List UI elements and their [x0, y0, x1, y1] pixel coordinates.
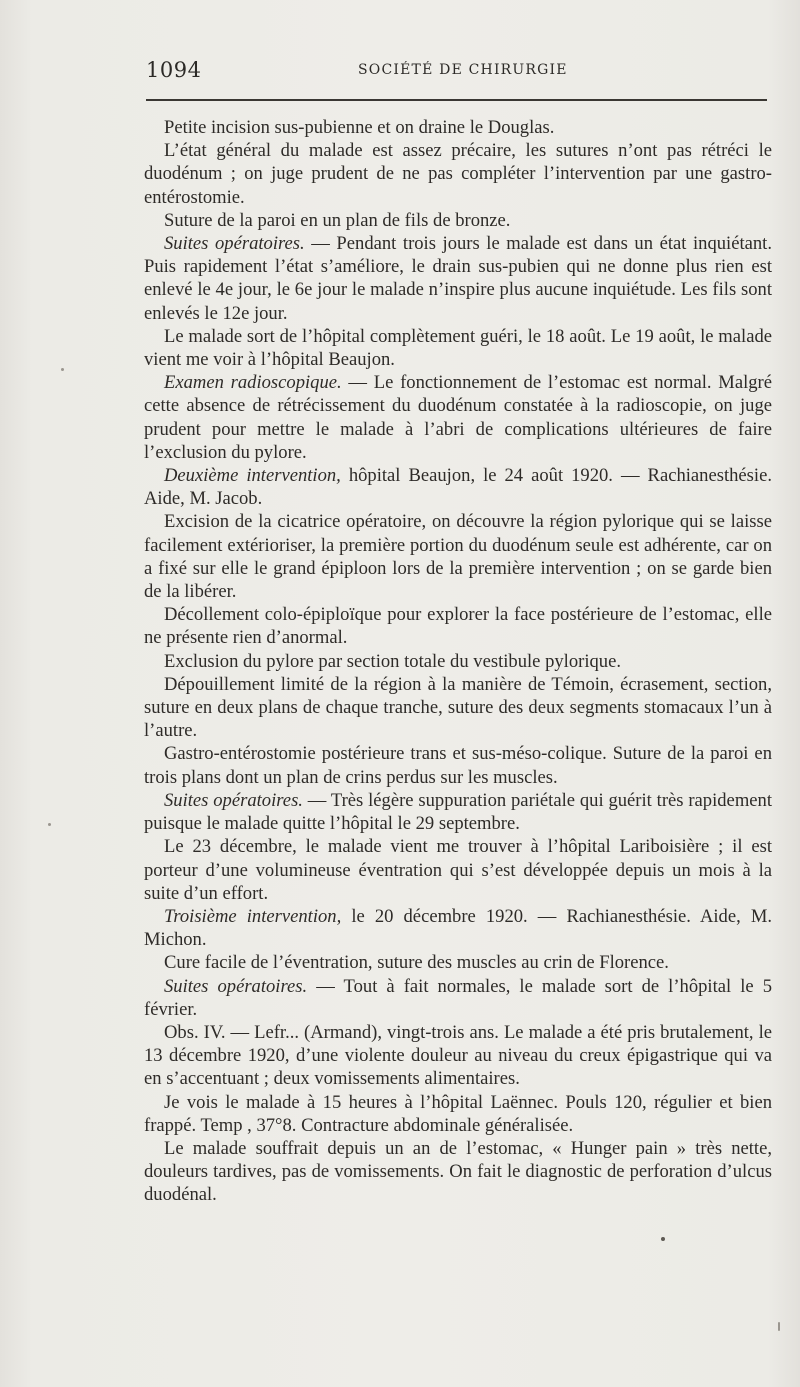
paragraph: [144, 116, 772, 139]
paragraph-text: Le malade sort de l’hôpital complètement guéri, le 18 août. Le 19 août, le malade vient me voir à l’hôpital Beaujon.: [144, 325, 772, 371]
paragraph: [144, 951, 772, 974]
paragraph: [144, 232, 772, 325]
paragraph: [144, 1091, 772, 1137]
paragraph: [144, 209, 772, 232]
paragraph: [144, 325, 772, 371]
paragraph-text: — Le fonctionnement de l’estomac est normal. Malgré cette absence de rétrécissement du duodénum constatée à la radioscopie, on juge prudent pour mettre le malade à l’abri de complications ultérieures de faire l’exclusion du pylore.: [144, 372, 772, 463]
paragraph-text: — Très légère suppuration pariétale qui guérit très rapidement puisque le malade quitte l’hôpital le 29 septembre.: [144, 789, 772, 835]
paragraph-text: Le malade souffrait depuis un an de l’estomac, « Hunger pain » très nette, douleurs tardives, pas de vomissements. On fait le diagnostic de perforation d’ulcus duodénal.: [144, 1137, 772, 1206]
paragraph-text: — Tout à fait normales, le malade sort de l’hôpital le 5 février.: [144, 975, 772, 1020]
paper-speck: [778, 1322, 780, 1331]
paragraph: [144, 673, 772, 743]
paragraph: [144, 1021, 772, 1091]
paragraph: [144, 742, 772, 788]
paragraph-text: Décollement colo-épiploïque pour explorer la face postérieure de l’estomac, elle ne présente rien d’anormal.: [144, 604, 772, 649]
paragraph: [144, 464, 772, 510]
paragraph-text: Excision de la cicatrice opératoire, on découvre la région pylorique qui se laisse facilement extérioriser, la première portion du duodénum seule est adhérente, car on a fixé sur elle le grand épiploon lors de la première intervention ; on se garde bien de la libérer.: [144, 511, 772, 603]
paragraph-text: Je vois le malade à 15 heures à l’hôpital Laënnec. Pouls 120, régulier et bien frappé. Temp , 37°8. Contracture abdominale généralisée.: [144, 1091, 772, 1136]
page-header: [146, 58, 766, 84]
paragraph: [144, 603, 772, 649]
paragraph-text: le 20 décembre 1920. — Rachianesthésie. Aide, M. Michon.: [144, 905, 772, 951]
paragraph-lead: Deuxième intervention,: [164, 465, 341, 487]
paragraph-lead: Suites opératoires.: [164, 789, 303, 811]
paragraph-text: hôpital Beaujon, le 24 août 1920. — Rachianesthésie. Aide, M. Jacob.: [144, 465, 772, 510]
paragraph-text: Gastro-entérostomie postérieure trans et sus-méso-colique. Suture de la paroi en trois plans dont un plan de crins perdus sur les muscles.: [144, 743, 772, 788]
paper-speck: [61, 368, 64, 371]
paragraph: [144, 975, 772, 1021]
header-rule: [146, 99, 767, 101]
body-text: [144, 116, 772, 1207]
paragraph: [144, 1137, 772, 1207]
paragraph: [144, 789, 772, 835]
running-title: SOCIÉTÉ DE CHIRURGIE: [358, 62, 568, 78]
paragraph-lead: Suites opératoires.: [164, 975, 308, 997]
paper-speck: [48, 823, 51, 826]
paragraph: [144, 510, 772, 603]
paragraph: [144, 650, 772, 673]
paragraph: [144, 139, 772, 209]
paragraph-text: Le 23 décembre, le malade vient me trouver à l’hôpital Lariboisière ; il est porteur d’une volumineuse éventration qui s’est développée depuis un mois à la suite d’un effort.: [144, 836, 772, 904]
paragraph: [144, 371, 772, 464]
paragraph-text: Exclusion du pylore par section totale du vestibule pylorique.: [164, 650, 621, 672]
paper-speck: [661, 1237, 665, 1241]
paragraph-text: Dépouillement limité de la région à la manière de Témoin, écrasement, section, suture en deux plans de chaque tranche, suture des deux segments stomacaux l’un à l’autre.: [144, 673, 772, 742]
paragraph-lead: Examen radioscopique.: [164, 372, 342, 394]
paragraph-text: — Pendant trois jours le malade est dans un état inquiétant. Puis rapidement l’état s’améliore, le drain sus-pubien qui ne donne plus rien est enlevé le 4e jour, le 6e jour le malade n’inspire plus aucune inquiétude. Les fils sont enlevés le 12e jour.: [144, 233, 772, 324]
paragraph: [144, 835, 772, 905]
page-number: 1094: [146, 58, 202, 82]
paragraph-lead: Suites opératoires.: [164, 233, 305, 255]
paragraph-text: Suture de la paroi en un plan de fils de bronze.: [164, 209, 511, 231]
paragraph-text: Cure facile de l’éventration, suture des muscles au crin de Florence.: [164, 952, 669, 974]
paragraph-text: Obs. IV. — Lefr... (Armand), vingt-trois ans. Le malade a été pris brutalement, le 13 décembre 1920, d’une violente douleur au niveau du creux épigastrique qui va en s’accentuant ; deux vomissements alimentaires.: [144, 1021, 772, 1090]
paragraph-text: Petite incision sus-pubienne et on draine le Douglas.: [164, 117, 555, 138]
paragraph-lead: Troisième intervention,: [164, 905, 342, 927]
paragraph: [144, 905, 772, 951]
paragraph-text: L’état général du malade est assez précaire, les sutures n’ont pas rétréci le duodénum ; on juge prudent de ne pas compléter l’intervention par une gastro-entérostomie.: [144, 140, 772, 208]
